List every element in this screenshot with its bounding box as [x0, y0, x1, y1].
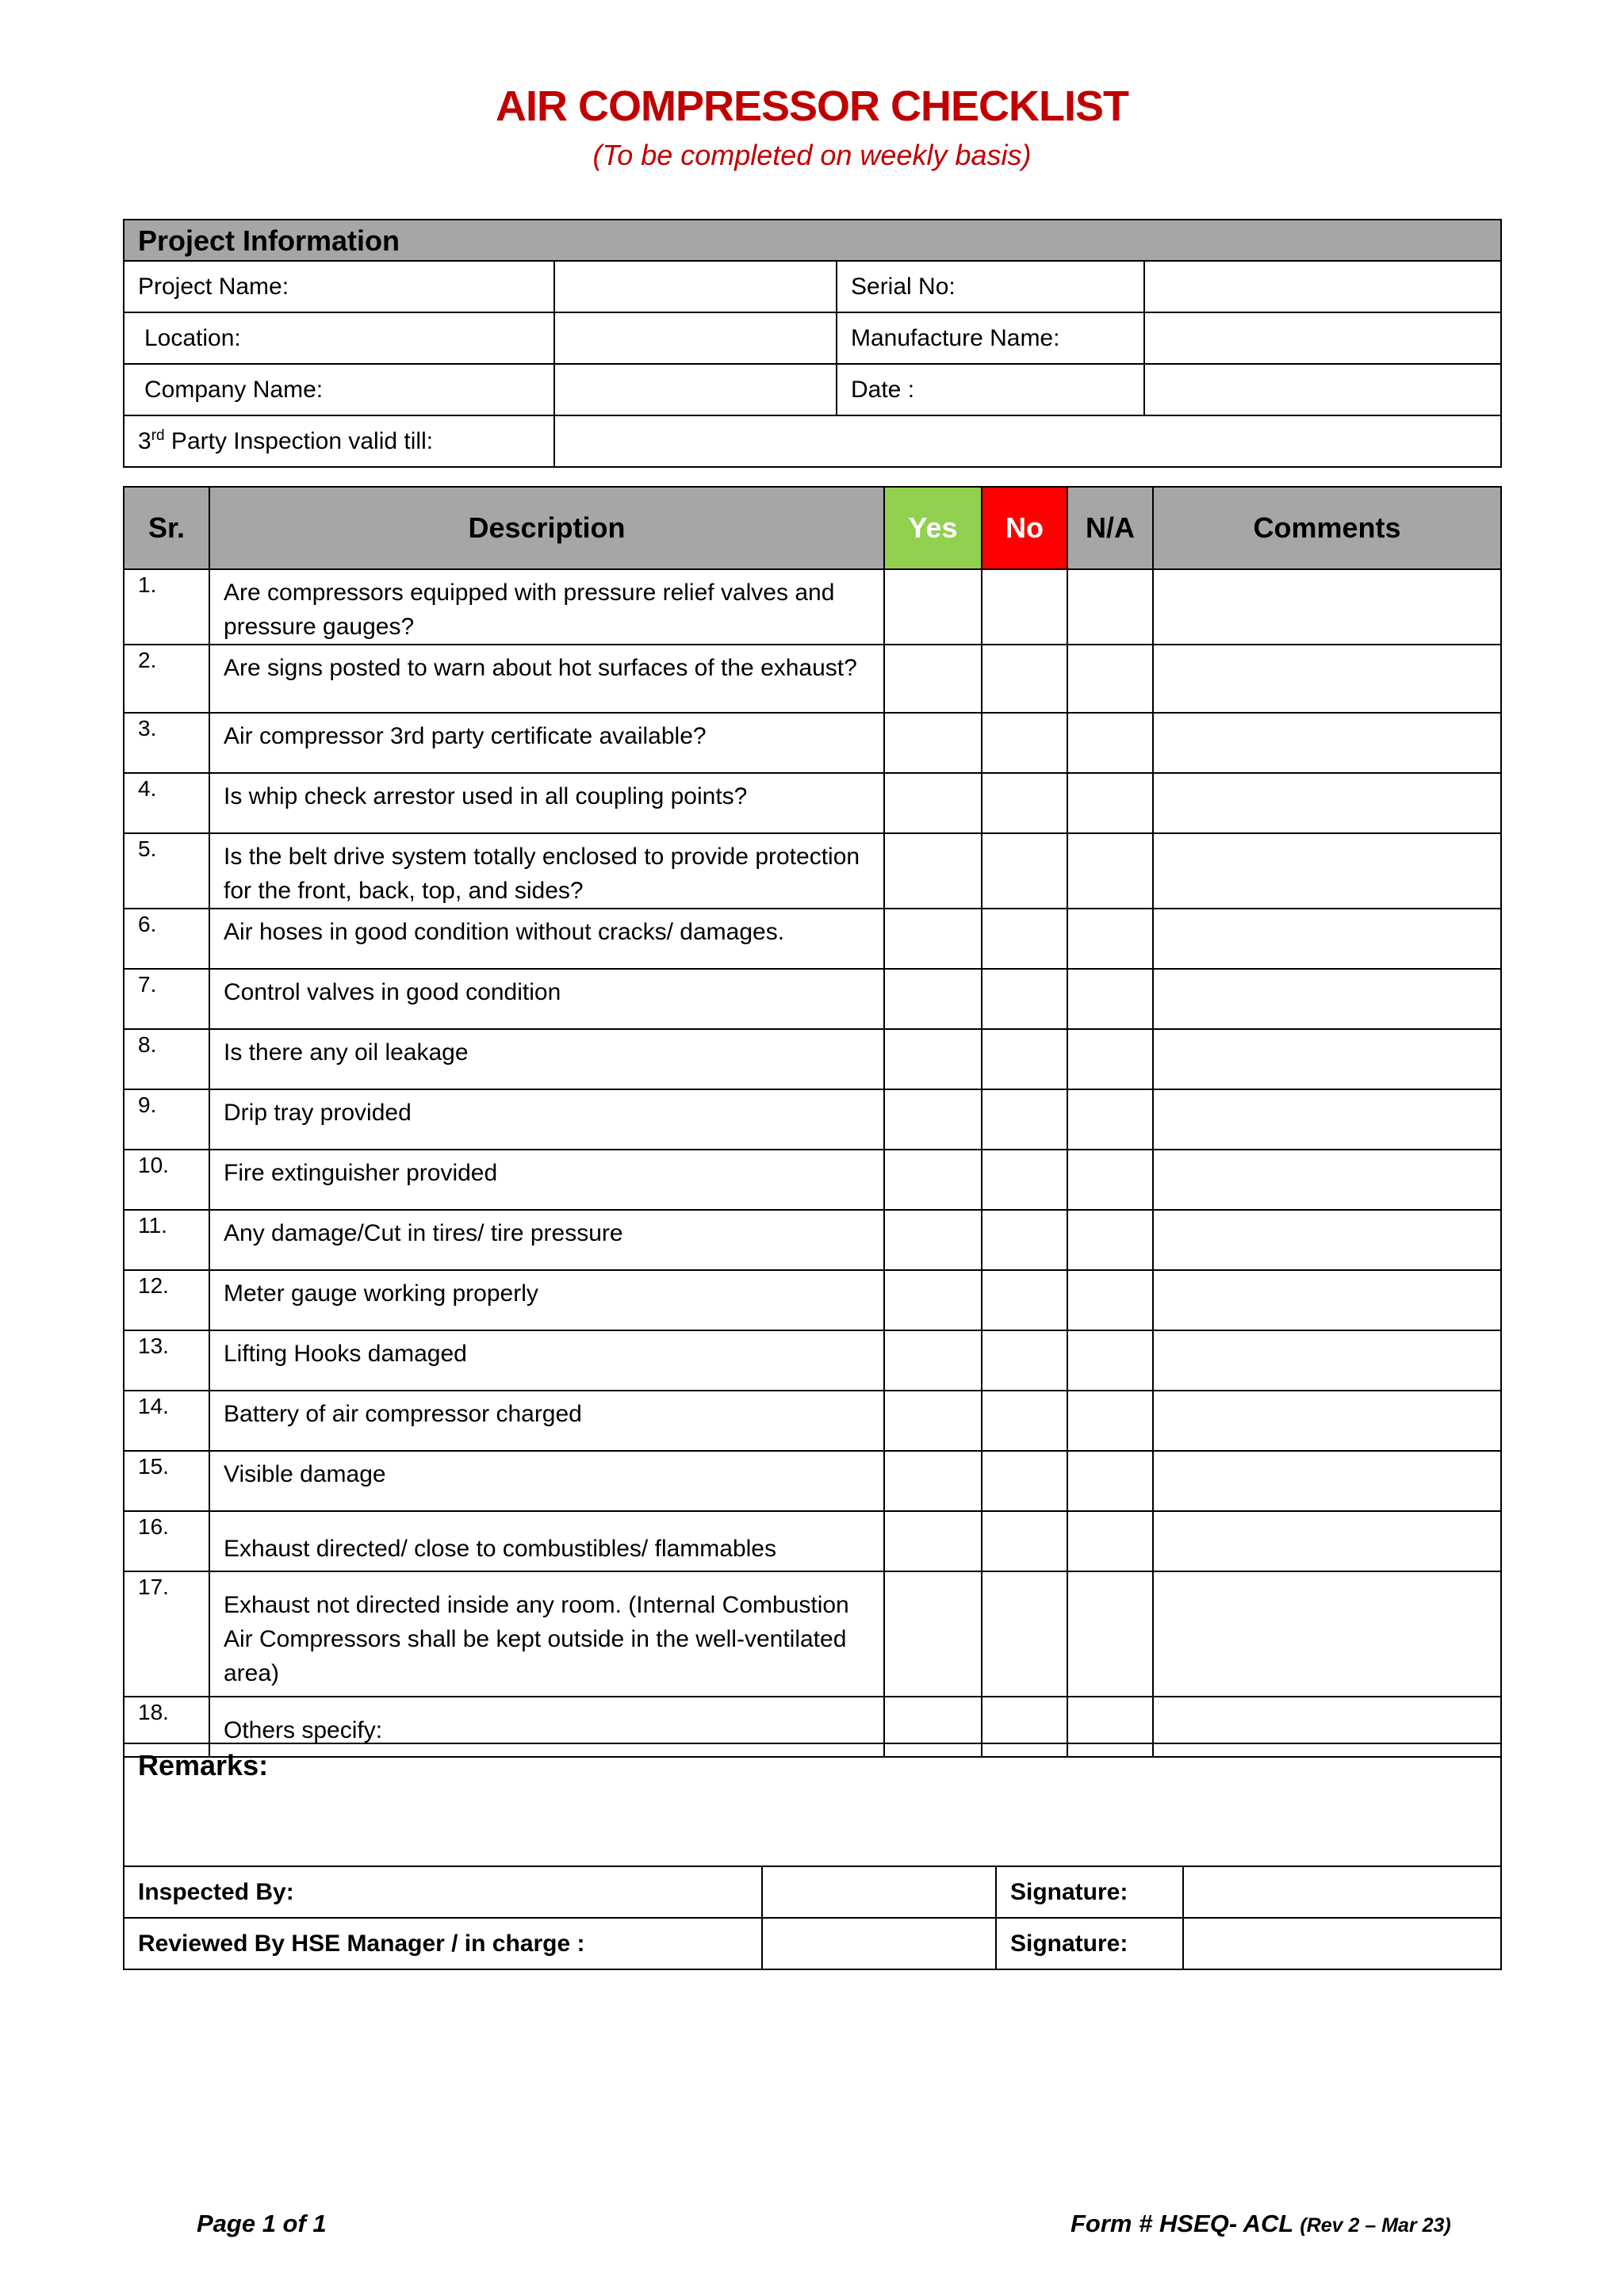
na-cell[interactable]	[1067, 1511, 1153, 1571]
checklist-row	[124, 833, 1501, 909]
row-sr: 16.	[124, 1511, 209, 1571]
comments-cell[interactable]	[1153, 1270, 1501, 1330]
form-number	[1071, 2210, 1451, 2238]
na-cell[interactable]	[1067, 569, 1153, 645]
manufacture-name-label: Manufacture Name:	[837, 312, 1144, 364]
comments-cell[interactable]	[1153, 1571, 1501, 1697]
project-info-heading: Project Information	[124, 220, 1501, 261]
row-description: Drip tray provided	[209, 1089, 884, 1150]
checklist-row	[124, 1270, 1501, 1330]
na-cell[interactable]	[1067, 1150, 1153, 1210]
form-code: Form # HSEQ- ACL	[1071, 2210, 1293, 2237]
yes-cell[interactable]	[884, 1210, 982, 1270]
serial-no-label: Serial No:	[837, 261, 1144, 312]
col-yes: Yes	[884, 487, 982, 569]
date-field[interactable]	[1144, 364, 1501, 415]
inspector-signature-field[interactable]	[1183, 1866, 1501, 1918]
yes-cell[interactable]	[884, 1571, 982, 1697]
no-cell[interactable]	[982, 1391, 1067, 1451]
na-cell[interactable]	[1067, 1391, 1153, 1451]
na-cell[interactable]	[1067, 713, 1153, 773]
na-cell[interactable]	[1067, 1210, 1153, 1270]
no-cell[interactable]	[982, 1210, 1067, 1270]
na-cell[interactable]	[1067, 969, 1153, 1029]
yes-cell[interactable]	[884, 969, 982, 1029]
comments-cell[interactable]	[1153, 569, 1501, 645]
na-cell[interactable]	[1067, 909, 1153, 969]
comments-cell[interactable]	[1153, 833, 1501, 909]
yes-cell[interactable]	[884, 1330, 982, 1391]
row-sr: 18.	[124, 1697, 209, 1757]
checklist-row	[124, 1089, 1501, 1150]
row-sr: 11.	[124, 1210, 209, 1270]
yes-cell[interactable]	[884, 833, 982, 909]
project-info-table	[123, 219, 1502, 468]
comments-cell[interactable]	[1153, 1511, 1501, 1571]
checklist-row	[124, 969, 1501, 1029]
yes-cell[interactable]	[884, 569, 982, 645]
no-cell[interactable]	[982, 833, 1067, 909]
location-field[interactable]	[554, 312, 837, 364]
signoff-table	[123, 1743, 1502, 1970]
row-sr: 7.	[124, 969, 209, 1029]
row-sr: 12.	[124, 1270, 209, 1330]
reviewed-by-field[interactable]	[762, 1918, 996, 1969]
form-revision: (Rev 2 – Mar 23)	[1300, 2214, 1451, 2237]
company-name-label: Company Name:	[124, 364, 554, 415]
serial-no-field[interactable]	[1144, 261, 1501, 312]
row-sr: 5.	[124, 833, 209, 909]
yes-cell[interactable]	[884, 1511, 982, 1571]
row-sr: 17.	[124, 1571, 209, 1697]
comments-cell[interactable]	[1153, 1391, 1501, 1451]
comments-cell[interactable]	[1153, 1150, 1501, 1210]
no-cell[interactable]	[982, 1270, 1067, 1330]
no-cell[interactable]	[982, 1511, 1067, 1571]
no-cell[interactable]	[982, 909, 1067, 969]
checklist-row	[124, 1029, 1501, 1089]
row-description: Air compressor 3rd party certificate available?	[209, 713, 884, 773]
comments-cell[interactable]	[1153, 1451, 1501, 1511]
remarks-label: Remarks:	[138, 1749, 269, 1781]
signature-label: Signature:	[996, 1918, 1183, 1969]
row-description: Others specify:	[209, 1697, 884, 1757]
inspected-by-field[interactable]	[762, 1866, 996, 1918]
reviewed-by-label: Reviewed By HSE Manager / in charge :	[124, 1918, 762, 1969]
row-description: Exhaust directed/ close to combustibles/ flammables	[209, 1511, 884, 1571]
page-subtitle: (To be completed on weekly basis)	[592, 139, 1032, 171]
comments-cell[interactable]	[1153, 645, 1501, 713]
yes-cell[interactable]	[884, 645, 982, 713]
checklist-row	[124, 569, 1501, 645]
row-description: Exhaust not directed inside any room. (Internal Combustion Air Compressors shall be kept outside in the well-ventilated area)	[209, 1571, 884, 1697]
comments-cell[interactable]	[1153, 1089, 1501, 1150]
remarks-field[interactable]	[124, 1743, 1501, 1866]
row-sr: 14.	[124, 1391, 209, 1451]
comments-cell[interactable]	[1153, 969, 1501, 1029]
row-description: Visible damage	[209, 1451, 884, 1511]
no-cell[interactable]	[982, 645, 1067, 713]
row-sr: 10.	[124, 1150, 209, 1210]
checklist-row	[124, 1210, 1501, 1270]
row-description: Fire extinguisher provided	[209, 1150, 884, 1210]
comments-cell[interactable]	[1153, 773, 1501, 833]
comments-cell[interactable]	[1153, 1029, 1501, 1089]
na-cell[interactable]	[1067, 1451, 1153, 1511]
checklist-row	[124, 1150, 1501, 1210]
no-cell[interactable]	[982, 969, 1067, 1029]
checklist-row	[124, 773, 1501, 833]
checklist-row	[124, 713, 1501, 773]
no-cell[interactable]	[982, 713, 1067, 773]
col-na: N/A	[1067, 487, 1153, 569]
row-description: Lifting Hooks damaged	[209, 1330, 884, 1391]
date-label: Date :	[837, 364, 1144, 415]
na-cell[interactable]	[1067, 773, 1153, 833]
inspection-valid-label	[124, 415, 554, 467]
company-name-field[interactable]	[554, 364, 837, 415]
row-description: Are signs posted to warn about hot surfaces of the exhaust?	[209, 645, 884, 713]
no-cell[interactable]	[982, 1089, 1067, 1150]
row-description: Is the belt drive system totally enclosed to provide protection for the front, back, top, and sides?	[209, 833, 884, 909]
inspection-suffix: Party Inspection valid till:	[164, 428, 434, 454]
no-cell[interactable]	[982, 773, 1067, 833]
na-cell[interactable]	[1067, 1089, 1153, 1150]
na-cell[interactable]	[1067, 1270, 1153, 1330]
signature-label: Signature:	[996, 1866, 1183, 1918]
comments-cell[interactable]	[1153, 909, 1501, 969]
project-name-field[interactable]	[554, 261, 837, 312]
na-cell[interactable]	[1067, 1029, 1153, 1089]
no-cell[interactable]	[982, 1571, 1067, 1697]
comments-cell[interactable]	[1153, 1330, 1501, 1391]
yes-cell[interactable]	[884, 1391, 982, 1451]
location-label: Location:	[124, 312, 554, 364]
row-sr: 3.	[124, 713, 209, 773]
col-no: No	[982, 487, 1067, 569]
no-cell[interactable]	[982, 1150, 1067, 1210]
col-description: Description	[209, 487, 884, 569]
no-cell[interactable]	[982, 1451, 1067, 1511]
comments-cell[interactable]	[1153, 1210, 1501, 1270]
col-sr: Sr.	[124, 487, 209, 569]
row-sr: 4.	[124, 773, 209, 833]
inspection-valid-field[interactable]	[554, 415, 1501, 467]
row-description: Any damage/Cut in tires/ tire pressure	[209, 1210, 884, 1270]
no-cell[interactable]	[982, 1330, 1067, 1391]
na-cell[interactable]	[1067, 1571, 1153, 1697]
row-sr: 1.	[124, 569, 209, 645]
yes-cell[interactable]	[884, 1451, 982, 1511]
checklist-row	[124, 1391, 1501, 1451]
inspected-by-label: Inspected By:	[124, 1866, 762, 1918]
na-cell[interactable]	[1067, 833, 1153, 909]
yes-cell[interactable]	[884, 773, 982, 833]
checklist-row	[124, 1330, 1501, 1391]
row-sr: 13.	[124, 1330, 209, 1391]
page-title: AIR COMPRESSOR CHECKLIST	[495, 82, 1129, 130]
yes-cell[interactable]	[884, 1089, 982, 1150]
row-sr: 8.	[124, 1029, 209, 1089]
inspection-prefix: 3	[138, 428, 151, 454]
row-description: Is there any oil leakage	[209, 1029, 884, 1089]
na-cell[interactable]	[1067, 645, 1153, 713]
row-description: Battery of air compressor charged	[209, 1391, 884, 1451]
reviewer-signature-field[interactable]	[1183, 1918, 1501, 1969]
row-sr: 9.	[124, 1089, 209, 1150]
no-cell[interactable]	[982, 1029, 1067, 1089]
yes-cell[interactable]	[884, 713, 982, 773]
page-number: Page 1 of 1	[197, 2210, 327, 2237]
yes-cell[interactable]	[884, 909, 982, 969]
yes-cell[interactable]	[884, 1029, 982, 1089]
col-comments: Comments	[1153, 487, 1501, 569]
comments-cell[interactable]	[1153, 713, 1501, 773]
inspection-sup: rd	[151, 427, 165, 444]
checklist-row	[124, 645, 1501, 713]
row-description: Is whip check arrestor used in all coupling points?	[209, 773, 884, 833]
row-description: Air hoses in good condition without cracks/ damages.	[209, 909, 884, 969]
yes-cell[interactable]	[884, 1270, 982, 1330]
no-cell[interactable]	[982, 569, 1067, 645]
row-description: Control valves in good condition	[209, 969, 884, 1029]
row-description: Are compressors equipped with pressure relief valves and pressure gauges?	[209, 569, 884, 645]
checklist-row	[124, 1571, 1501, 1697]
row-sr: 15.	[124, 1451, 209, 1511]
checklist-table	[123, 486, 1502, 1758]
row-sr: 6.	[124, 909, 209, 969]
manufacture-name-field[interactable]	[1144, 312, 1501, 364]
project-name-label: Project Name:	[124, 261, 554, 312]
checklist-row	[124, 909, 1501, 969]
row-sr: 2.	[124, 645, 209, 713]
row-description: Meter gauge working properly	[209, 1270, 884, 1330]
checklist-row	[124, 1451, 1501, 1511]
na-cell[interactable]	[1067, 1330, 1153, 1391]
yes-cell[interactable]	[884, 1150, 982, 1210]
checklist-row	[124, 1511, 1501, 1571]
